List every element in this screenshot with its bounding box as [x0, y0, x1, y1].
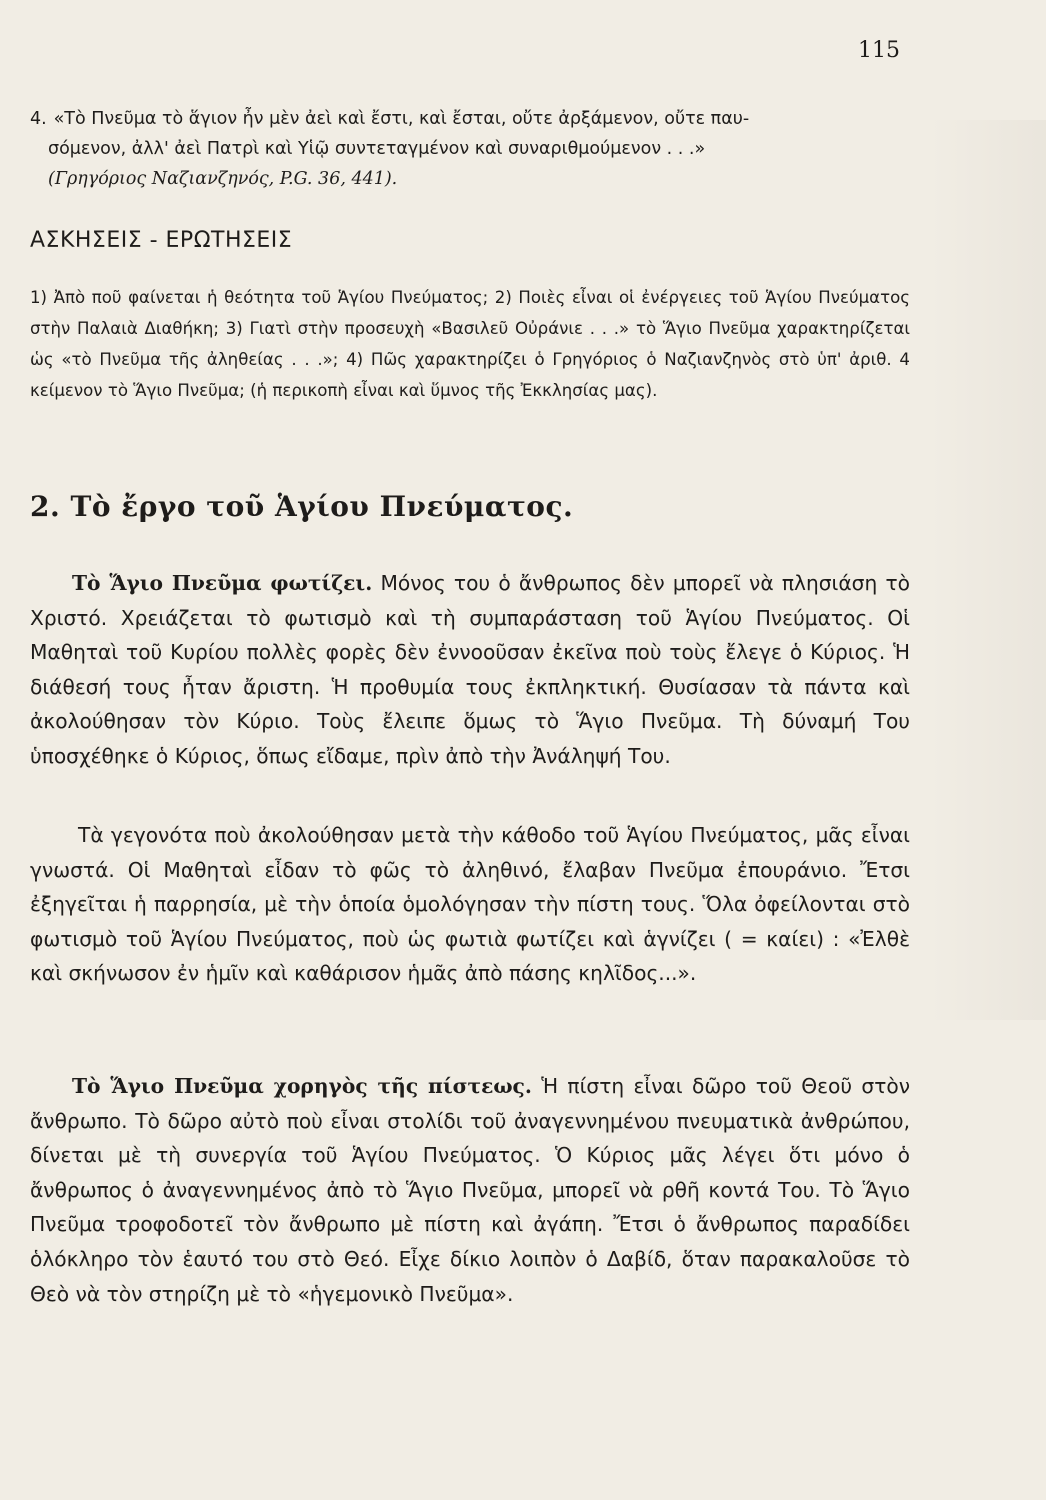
paragraph-events [30, 818, 910, 991]
section-heading: 2. Τὸ ἔργο τοῦ Ἁγίου Πνεύματος. [30, 490, 574, 523]
patristic-quote [30, 104, 910, 194]
quote-citation: (Γρηγόριος Ναζιανζηνός, P.G. 36, 441). [48, 169, 398, 189]
paragraph-text: Τὰ γεγονότα ποὺ ἀκολούθησαν μετὰ τὴν κάθοδο τοῦ Ἁγίου Πνεύματος, μᾶς εἶναι γνωστά. Οἱ Μαθηταὶ εἶδαν τὸ φῶς τὸ ἀληθινό, ἔλαβαν Πνεῦμα ἐπουράνιο. Ἔτσι ἐξηγεῖται ἡ παρρησία, μὲ τὴν ὁποία ὁμολόγησαν τὴν πίστη τους. Ὅλα ὀφείλονται στὸ φωτισμὸ τοῦ Ἁγίου Πνεύματος, ποὺ ὡς φωτιὰ φωτίζει καὶ ἁγνίζει ( = καίει) : «Ἐλθὲ καὶ σκήνωσον ἐν ἡμῖν καὶ καθάρισον ἡμᾶς ἀπὸ πάσης κηλῖδος...». [30, 823, 910, 986]
exercises-questions: 1) Ἀπὸ ποῦ φαίνεται ἡ θεότητα τοῦ Ἁγίου Πνεύματος; 2) Ποιὲς εἶναι οἱ ἐνέργειες τοῦ Ἁγίου Πνεύματος στὴν Παλαιὰ Διαθήκη; 3) Γιατὶ στὴν προσευχὴ «Βασιλεῦ Οὐράνιε . . .» τὸ Ἅγιο Πνεῦμα χαρακτηρίζεται ὡς «τὸ Πνεῦμα τῆς ἀληθείας . . .»; 4) Πῶς χαρακτηρίζει ὁ Γρηγόριος ὁ Ναζιανζηνὸς στὸ ὑπ' ἀριθ. 4 κείμενον τὸ Ἅγιο Πνεῦμα; (ἡ περικοπὴ εἶναι καὶ ὕμνος τῆς Ἐκκλησίας μας). [30, 288, 910, 400]
paragraph-lead: Τὸ Ἅγιο Πνεῦμα χορηγὸς τῆς πίστεως. [72, 1074, 532, 1098]
quote-line-2: σόμενον, ἀλλ' ἀεὶ Πατρὶ καὶ Υἱῷ συντεταγμένον καὶ συναριθμούμενον . . .» [48, 139, 706, 159]
exercises-title: ΑΣΚΗΣΕΙΣ - ΕΡΩΤΗΣΕΙΣ [30, 228, 293, 253]
bleed-through-shadow [930, 120, 1046, 1020]
paragraph-lead: Τὸ Ἅγιο Πνεῦμα φωτίζει. [72, 571, 373, 595]
paragraph-faith [30, 1069, 910, 1311]
quote-line-1: «Τὸ Πνεῦμα τὸ ἅγιον ἦν μὲν ἀεὶ καὶ ἔστι, καὶ ἔσται, οὔτε ἀρξάμενον, οὔτε παυ- [53, 109, 750, 129]
paragraph-enlightens [30, 566, 910, 774]
paragraph-text: Ἡ πίστη εἶναι δῶρο τοῦ Θεοῦ στὸν ἄνθρωπο. Τὸ δῶρο αὐτὸ ποὺ εἶναι στολίδι τοῦ ἀναγεννημένου πνευματικὰ ἀνθρώπου, δίνεται μὲ τὴ συνεργία τοῦ Ἁγίου Πνεύματος. Ὁ Κύριος μᾶς λέγει ὅτι μόνο ὁ ἄνθρωπος ὁ ἀναγεννημένος ἀπὸ τὸ Ἅγιο Πνεῦμα, μπορεῖ νὰ ρθῆ κοντά Του. Τὸ Ἅγιο Πνεῦμα τροφοδοτεῖ τὸν ἄνθρωπο μὲ πίστη καὶ ἀγάπη. Ἔτσι ὁ ἄνθρωπος παραδίδει ὁλόκληρο τὸν ἑαυτό του στὸ Θεό. Εἶχε δίκιο λοιπὸν ὁ Δαβίδ, ὅταν παρακαλοῦσε τὸ Θεὸ νὰ τὸν στηρίζη μὲ τὸ «ἡγεμονικὸ Πνεῦμα». [30, 1074, 910, 1306]
page-number: 115 [858, 38, 900, 63]
paragraph-text: Μόνος του ὁ ἄνθρωπος δὲν μπορεῖ νὰ πλησιάση τὸ Χριστό. Χρειάζεται τὸ φωτισμὸ καὶ τὴ συμπαράσταση τοῦ Ἁγίου Πνεύματος. Οἱ Μαθηταὶ τοῦ Κυρίου πολλὲς φορὲς δὲν ἐννοοῦσαν ἐκεῖνα ποὺ τοὺς ἔλεγε ὁ Κύριος. Ἡ διάθεσή τους ἦταν ἄριστη. Ἡ προθυμία τους ἐκπληκτική. Θυσίασαν τὰ πάντα καὶ ἀκολούθησαν τὸν Κύριο. Τοὺς ἔλειπε ὅμως τὸ Ἅγιο Πνεῦμα. Τὴ δύναμή Του ὑποσχέθηκε ὁ Κύριος, ὅπως εἴδαμε, πρὶν ἀπὸ τὴν Ἀνάληψή Του. [30, 571, 910, 768]
quote-number: 4. [30, 109, 47, 129]
